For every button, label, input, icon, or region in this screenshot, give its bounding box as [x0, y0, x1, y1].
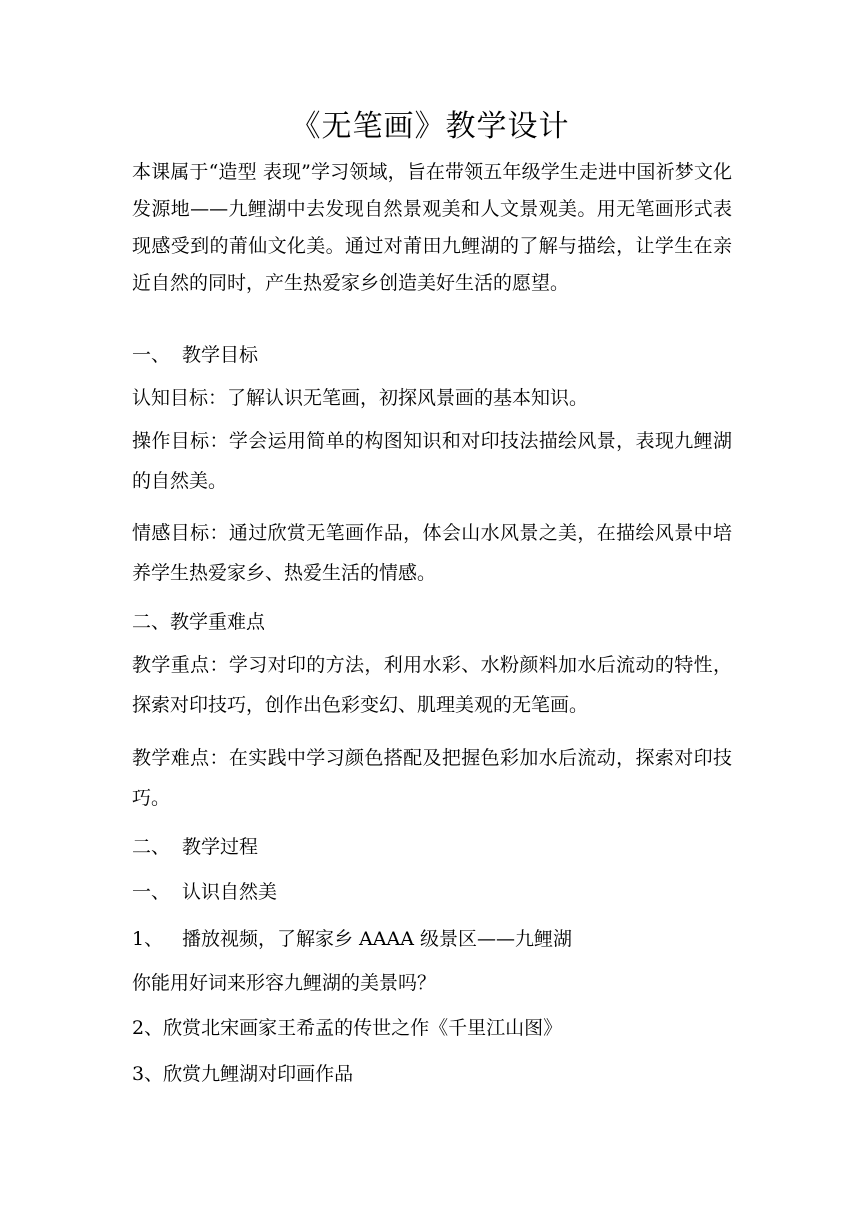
- section-heading-teaching-goals: [132, 340, 732, 370]
- question-1: 你能用好词来形容九鲤湖的美景吗？: [132, 972, 437, 994]
- section-label: 教学目标: [182, 344, 259, 366]
- section-label: 教学过程: [182, 836, 259, 858]
- section-heading-teaching-process: [132, 832, 732, 862]
- subsection-number: 一、: [132, 881, 171, 903]
- difficult-point: 教学难点：在实践中学习颜色搭配及把握色彩加水后流动，探索对印技巧。: [132, 747, 732, 809]
- key-point: 教学重点：学习对印的方法，利用水彩、水粉颜料加水后流动的特性，探索对印技巧，创作出色彩变幻、肌理美观的无笔画。: [132, 654, 732, 716]
- section-heading-key-difficult: 二、教学重难点: [132, 611, 266, 633]
- goal-emotion: 情感目标：通过欣赏无笔画作品，体会山水风景之美，在描绘风景中培养学生热爱家乡、热爱生活的情感。: [132, 522, 732, 584]
- step-3: 3、欣赏九鲤湖对印画作品: [132, 1063, 354, 1085]
- document-title: 《无笔画》教学设计: [290, 109, 570, 144]
- step-label: 播放视频，了解家乡 AAAA 级景区——九鲤湖: [182, 928, 572, 950]
- section-number: 一、: [132, 344, 171, 366]
- subsection-label: 认识自然美: [182, 881, 278, 903]
- goal-cognitive: 认知目标：了解认识无笔画，初探风景画的基本知识。: [132, 387, 589, 409]
- step-2: 2、欣赏北宋画家王希孟的传世之作《千里江山图》: [132, 1017, 563, 1039]
- intro-paragraph: 本课属于“造型 表现”学习领域，旨在带领五年级学生走进中国祈梦文化发源地——九鲤湖中去发现自然景观美和人文景观美。用无笔画形式表现感受到的莆仙文化美。通过对莆田九鲤湖的了解与描绘，让学生在亲近自然的同时，产生热爱家乡创造美好生活的愿望。: [132, 161, 732, 294]
- step-number: 1、: [132, 928, 164, 950]
- subsection-heading-nature: [132, 877, 732, 907]
- step-1: [132, 924, 732, 954]
- section-number: 二、: [132, 836, 171, 858]
- goal-operation: 操作目标：学会运用简单的构图知识和对印技法描绘风景，表现九鲤湖的自然美。: [132, 430, 732, 492]
